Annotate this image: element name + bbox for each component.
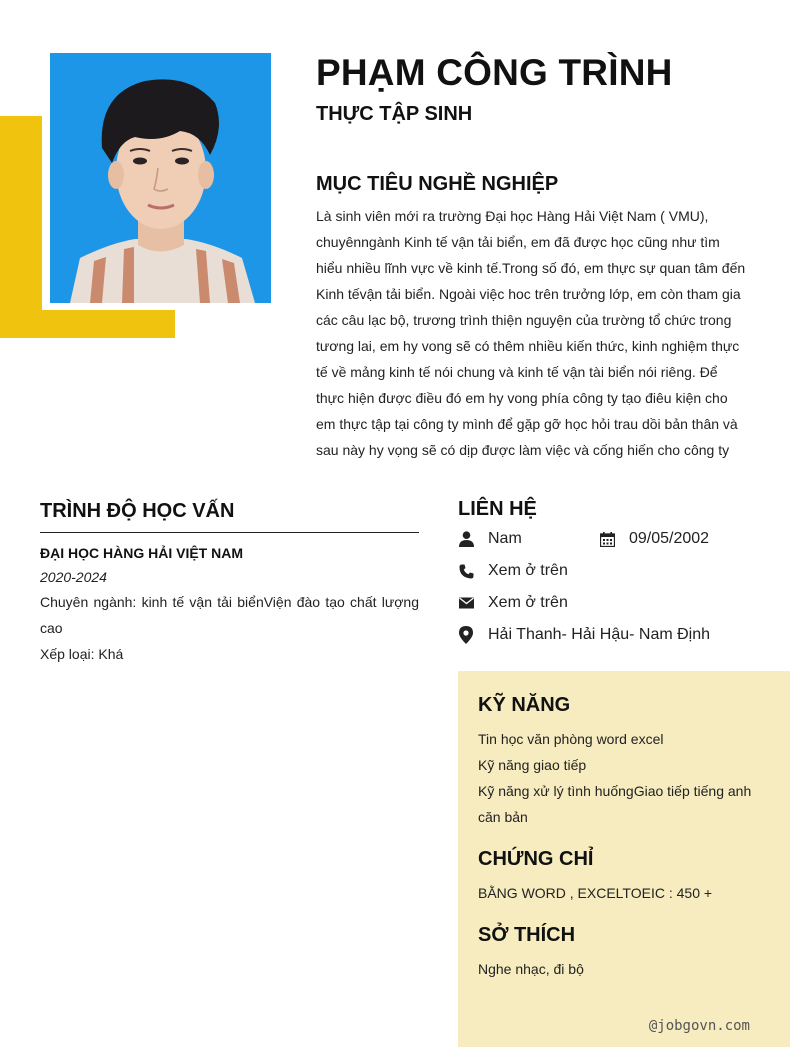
contact-address-value: Hải Thanh- Hải Hậu- Nam Định [488,626,711,643]
decorative-yellow-bar [0,116,42,338]
mail-icon [458,595,474,611]
education-grade: Xếp loại: Khá [40,646,124,662]
contact-gender [458,530,522,548]
objective-heading: MỤC TIÊU NGHỀ NGHIỆP [316,173,559,195]
certificates-heading: CHỨNG CHỈ [478,848,594,870]
skills-list [478,726,768,830]
skill-item: Kỹ năng xử lý tình huốngGiao tiếp tiếng anh căn bản [478,783,752,825]
contact-birthday [599,530,709,548]
contact-email-value: Xem ở trên [488,594,568,611]
contact-heading: LIÊN HỆ [458,498,537,520]
education-divider [40,532,419,533]
job-position: THỰC TẬP SINH [316,103,473,125]
skills-heading: KỸ NĂNG [478,694,571,716]
skill-item: Kỹ năng giao tiếp [478,757,587,773]
certificates-text: BẰNG WORD , EXCELTOEIC : 450 + [478,885,713,901]
contact-birthday-value: 09/05/2002 [629,530,710,547]
skill-item: Tin học văn phòng word excel [478,731,664,747]
education-school: ĐẠI HỌC HÀNG HẢI VIỆT NAM [40,545,243,561]
candidate-name: PHẠM CÔNG TRÌNH [316,52,673,93]
objective-text: Là sinh viên mới ra trường Đại học Hàng Hải Việt Nam ( VMU), chuyênngành Kinh tế vận tải biển, em đã được học cũng như tìm hiểu nhiều lĩnh vực về kinh tế.Trong số đó, em thực sự quan tâm đến Kinh tếvận tải biển. Ngoài việc hoc trên trưởng lớp, em còn tham gia các câu lạc bộ, trương trình thiện nguyện của trường tổ chức trong tương lai, em hy vong sẽ có thêm nhiều kiến thức, kinh nghiệm thực tế về mảng kinh tế nói chung và kinh tế vận tài biển nói riêng. Để thực hiện được điều đó em hy vong phía công ty tạo điêu kiện cho em thực tập tại công ty mình để gặp gỡ học hỏi trau dồi bản thân và sau này hy vọng sẽ có dịp được làm việc và cống hiến cho công ty [316,208,746,458]
location-pin-icon [458,627,474,643]
watermark: @jobgovn.com [648,1018,750,1034]
education-heading: TRÌNH ĐỘ HỌC VẤN [40,500,235,522]
contact-phone-value: Xem ở trên [488,562,568,579]
hobbies-text: Nghe nhạc, đi bộ [478,961,584,977]
contact-gender-value: Nam [488,530,522,547]
contact-address [458,626,710,644]
education-description: Chuyên ngành: kinh tế vận tải biểnViện đào tạo chất lượng cao [40,594,419,636]
phone-icon [458,563,474,579]
person-icon [458,531,474,547]
hobbies-heading: SỞ THÍCH [478,924,576,946]
calendar-icon [599,531,615,547]
education-years: 2020-2024 [40,569,107,585]
skills-panel [458,671,790,1047]
profile-photo [50,53,271,303]
decorative-yellow-strip [0,310,175,338]
contact-phone [458,562,568,580]
contact-email [458,594,568,612]
